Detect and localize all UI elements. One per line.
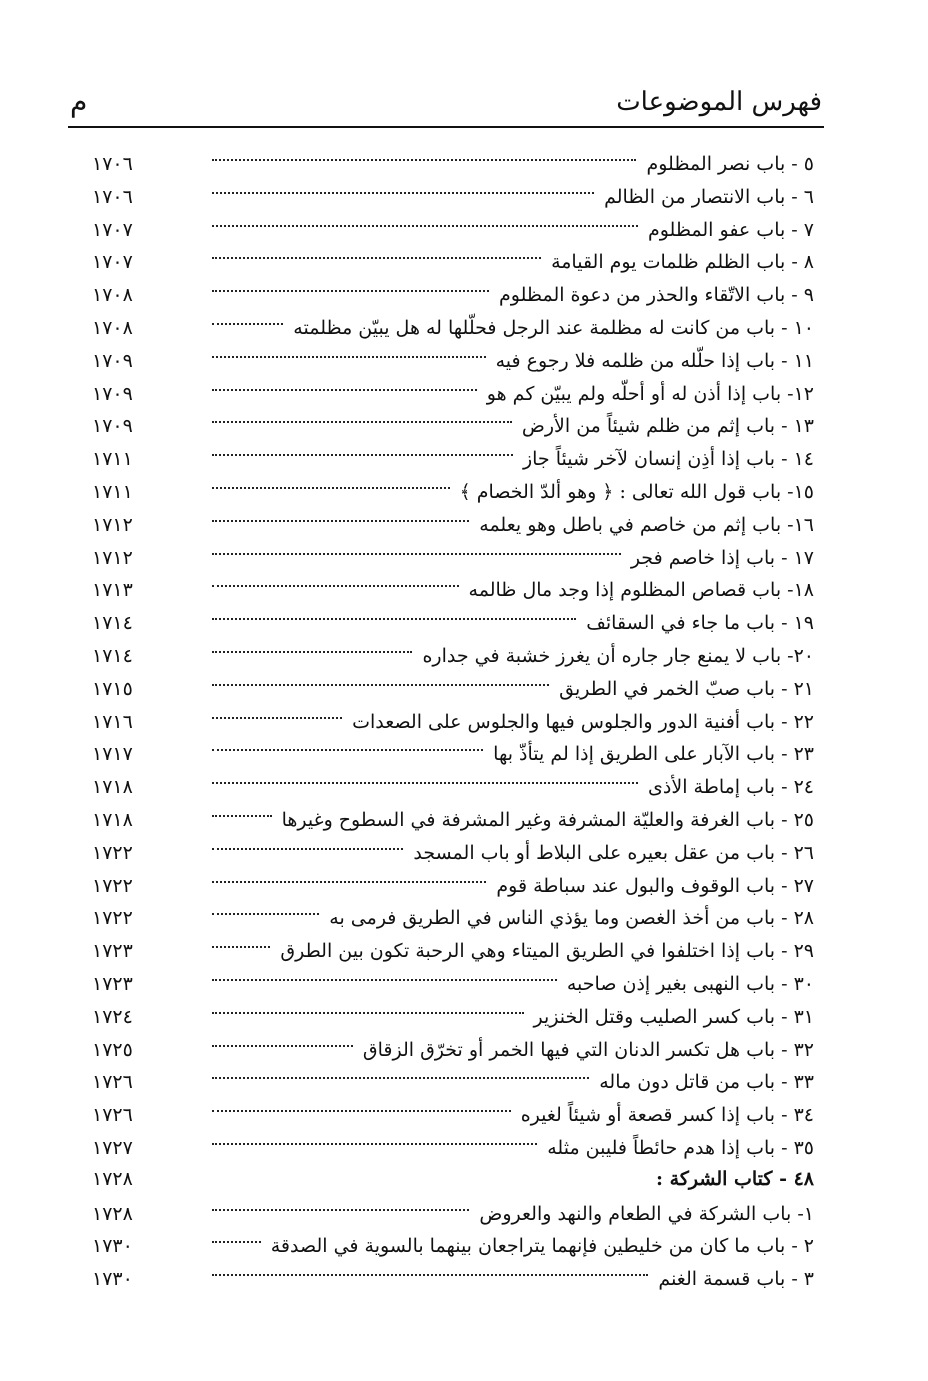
dot-leader (212, 1146, 646, 1176)
toc-page-number: ١٧٢٢ (92, 874, 133, 897)
toc-page-number: ١٧٢٣ (92, 940, 133, 963)
toc-entry-title: ١- باب الشركة في الطعام والنهد والعروض (479, 1202, 814, 1225)
toc-entry-title: ٣٣ - باب من قاتل دون ماله (599, 1071, 814, 1094)
dot-leader (212, 1080, 511, 1112)
toc-page-number: ١٧٠٨ (92, 316, 133, 339)
page-header (70, 84, 822, 128)
toc-page-number: ١٧١١ (92, 448, 133, 471)
toc-entry-title: ٢ - باب ما كان من خليطين فإنهما يتراجعان بينهما بالسوية في الصدقة (270, 1235, 814, 1258)
toc-page-number: ١٧١٨ (92, 808, 133, 831)
dot-leader (212, 326, 486, 358)
dot-leader (212, 1244, 648, 1276)
toc-page-number: ١٧٠٨ (92, 284, 133, 307)
dot-leader (212, 851, 486, 883)
toc-page-number: ١٧٢٨ (92, 1202, 133, 1225)
toc-entry-title: ١٥- باب قول الله تعالى : ﴿ وهو ألدّ الخصام ﴾ (459, 480, 814, 503)
page-title: فهرس الموضوعات (616, 87, 822, 117)
toc-page-number: ١٧٣٠ (92, 1235, 133, 1258)
toc-page-number: ١٧١٧ (92, 743, 133, 766)
toc-page-number: ١٧٠٧ (92, 218, 133, 241)
dot-leader (212, 818, 403, 850)
toc-page-number: ١٧١١ (92, 480, 133, 503)
toc-page-number: ١٧٠٦ (92, 185, 133, 208)
dot-leader (212, 719, 483, 751)
toc-entry-title: ٥ - باب نصر المظلوم (646, 153, 814, 175)
toc-page-number: ١٧٣٠ (92, 1268, 133, 1291)
dot-leader (212, 1047, 589, 1079)
toc-page-number: ١٧٢٢ (92, 907, 133, 930)
dot-leader (212, 129, 636, 161)
toc-entry-title: ٢٥ - باب الغرفة والعليّة المشرفة وغير المشرفة في السطوح وغيرها (281, 808, 814, 831)
toc-entry-title: ٢٧ - باب الوقوف والبول عند سباطة قوم (496, 874, 814, 897)
toc-page-number: ١٧١٣ (92, 579, 133, 602)
dot-leader (212, 195, 638, 227)
dot-leader (212, 293, 283, 325)
toc-page-number: ١٧٠٦ (92, 153, 133, 175)
dot-leader (212, 785, 272, 817)
toc-entry-title: ٩ - باب الاتّقاء والحذر من دعوة المظلوم (499, 284, 814, 307)
dot-leader (212, 457, 450, 489)
toc-page-number: ١٧١٤ (92, 612, 133, 635)
dot-leader (212, 424, 513, 456)
toc-entry-title: ٧ - باب عفو المظلوم (647, 218, 814, 241)
toc-page-number: ١٧٠٧ (92, 251, 133, 274)
page-marker: م (70, 85, 88, 118)
toc-page-number: ١٧٠٩ (92, 349, 133, 372)
dot-leader (212, 1113, 537, 1145)
toc-page-number: ١٧٢٥ (92, 1038, 133, 1061)
toc-entry-title: ٦ - باب الانتصار من الظالم (604, 185, 814, 208)
toc-entry-title: ٣ - باب قسمة الغنم (658, 1268, 814, 1291)
toc-entry-title: ٣٥ - باب إذا هدم حائطاً فليبن مثله (547, 1136, 814, 1159)
dot-leader (212, 916, 270, 948)
dot-leader (212, 982, 524, 1014)
dot-leader (212, 260, 489, 292)
dot-leader (212, 949, 557, 981)
toc-page-number: ١٧٢٣ (92, 972, 133, 995)
dot-leader (212, 359, 477, 391)
table-of-contents (92, 138, 814, 1291)
dot-leader (212, 391, 512, 423)
dot-leader (212, 555, 459, 587)
toc-entry-title: ١٦- باب إثم من خاصم في باطل وهو يعلمه (479, 513, 814, 536)
toc-page-number: ١٧٠٩ (92, 415, 133, 438)
toc-page-number: ١٧١٢ (92, 546, 133, 569)
dot-leader (212, 162, 594, 194)
toc-entry-title: ١٧ - باب إذا خاصم فجر (630, 546, 814, 569)
toc-page-number: ١٧١٥ (92, 677, 133, 700)
toc-entry-title: ٢٠- باب لا يمنع جار جاره أن يغرز خشبة في جداره (422, 644, 814, 667)
toc-entry-title: ٣١ - باب كسر الصليب وقتل الخنزير (533, 1005, 814, 1028)
toc-entry-title: ٢٣ - باب الآبار على الطريق إذا لم يتأذّ بها (493, 743, 814, 766)
dot-leader (212, 687, 342, 719)
dot-leader (212, 1179, 469, 1211)
toc-entry-title: ٣٠ - باب النهبى بغير إذن صاحبه (566, 972, 814, 995)
toc-page-number: ١٧١٨ (92, 776, 133, 799)
toc-page-number: ١٧٠٩ (92, 382, 133, 405)
dot-leader (212, 1211, 261, 1243)
toc-page-number: ١٧٢٨ (92, 1167, 133, 1190)
toc-entry-title: ٣٢ - باب هل تكسر الدنان التي فيها الخمر أو تخرّق الزقاق (362, 1038, 814, 1061)
toc-page-number: ١٧٢٤ (92, 1005, 133, 1028)
toc-entry-title: ٣٤ - باب إذا كسر قصعة أو شيئاً لغيره (520, 1104, 814, 1127)
toc-entry-title: ٨ - باب الظلم ظلمات يوم القيامة (551, 251, 814, 274)
header-divider (68, 126, 824, 128)
toc-entry-title: ٢٦ - باب من عقل بعيره على البلاط أو باب المسجد (413, 841, 814, 864)
toc-page-number: ١٧٢٧ (92, 1136, 133, 1159)
dot-leader (212, 227, 541, 259)
dot-leader (212, 621, 412, 653)
toc-entry-title: ١٨- باب قصاص المظلوم إذا وجد مال ظالمه (468, 579, 814, 602)
toc-page-number: ١٧١٤ (92, 644, 133, 667)
toc-page-number: ١٧١٢ (92, 513, 133, 536)
dot-leader (212, 490, 469, 522)
toc-entry-title: ١٩ - باب ما جاء في السقائف (586, 612, 814, 635)
dot-leader (212, 523, 621, 555)
toc-entry-title: ٢٢ - باب أفنية الدور والجلوس فيها والجلوس على الصعدات (352, 710, 814, 733)
toc-entry-title: ٢٨ - باب من أخذ الغصن وما يؤذي الناس في الطريق فرمى به (329, 907, 814, 930)
dot-leader (212, 588, 576, 620)
dot-leader (212, 1015, 353, 1047)
toc-entry-title: ١١ - باب إذا حلّله من ظلمه فلا رجوع فيه (495, 349, 814, 372)
toc-page-number: ١٧٢٦ (92, 1104, 133, 1127)
toc-page-number: ١٧١٦ (92, 710, 133, 733)
toc-section-heading: ٤٨ - كتاب الشركة : (656, 1167, 814, 1190)
toc-entry-title: ١٠ - باب من كانت له مظلمة عند الرجل فحلّلها له هل يبيّن مظلمته (293, 316, 814, 339)
dot-leader (212, 883, 319, 915)
toc-page-number: ١٧٢٢ (92, 841, 133, 864)
toc-page-number: ١٧٢٦ (92, 1071, 133, 1094)
toc-entry-title: ٢٩ - باب إذا اختلفوا في الطريق الميتاء وهي الرحبة تكون بين الطرق (280, 940, 814, 963)
toc-entry-title: ١٣ - باب إثم من ظلم شيئاً من الأرض (521, 415, 814, 438)
toc-entry-title: ٢١ - باب صبّ الخمر في الطريق (559, 677, 814, 700)
dot-leader (212, 654, 549, 686)
toc-entry-title: ١٢- باب إذا أذن له أو أحلّه ولم يبيّن كم هو (486, 382, 814, 405)
dot-leader (212, 752, 638, 784)
toc-entry-title: ٢٤ - باب إماطة الأذى (648, 776, 814, 799)
toc-entry-title: ١٤ - باب إذا أذِن إنسان لآخر شيئاً جاز (522, 448, 814, 471)
